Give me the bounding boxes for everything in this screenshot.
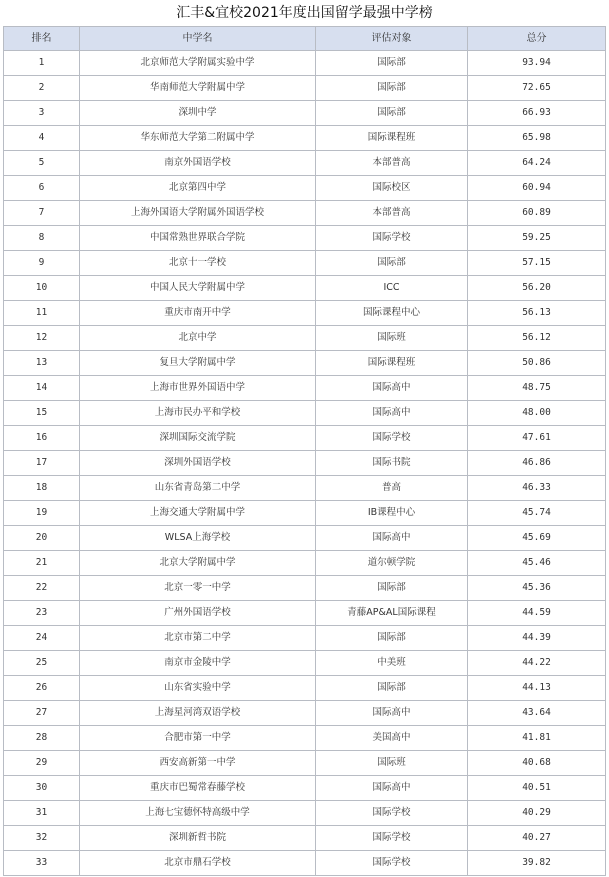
cell-rank: 12 <box>4 326 80 351</box>
cell-score: 45.74 <box>468 501 606 526</box>
cell-score: 56.12 <box>468 326 606 351</box>
table-row <box>4 526 606 551</box>
cell-score: 40.68 <box>468 751 606 776</box>
table-body <box>4 51 606 876</box>
cell-score: 46.33 <box>468 476 606 501</box>
cell-program: 国际班 <box>316 751 468 776</box>
cell-program: 国际班 <box>316 326 468 351</box>
cell-program: 普高 <box>316 476 468 501</box>
cell-rank: 17 <box>4 451 80 476</box>
cell-score: 66.93 <box>468 101 606 126</box>
cell-school-name: WLSA上海学校 <box>80 526 316 551</box>
cell-score: 56.13 <box>468 301 606 326</box>
cell-program: 国际课程中心 <box>316 301 468 326</box>
cell-program: 国际书院 <box>316 451 468 476</box>
cell-score: 40.29 <box>468 801 606 826</box>
cell-score: 48.00 <box>468 401 606 426</box>
header-rank: 排名 <box>4 27 80 51</box>
page-title: 汇丰&宜校2021年度出国留学最强中学榜 <box>176 5 433 21</box>
cell-score: 44.13 <box>468 676 606 701</box>
cell-rank: 3 <box>4 101 80 126</box>
cell-program: 美国高中 <box>316 726 468 751</box>
header-school: 中学名 <box>80 27 316 51</box>
cell-program: 国际部 <box>316 101 468 126</box>
cell-rank: 25 <box>4 651 80 676</box>
cell-school-name: 中国常熟世界联合学院 <box>80 226 316 251</box>
cell-school-name: 北京一零一中学 <box>80 576 316 601</box>
cell-school-name: 南京市金陵中学 <box>80 651 316 676</box>
table-row <box>4 576 606 601</box>
cell-program: 中美班 <box>316 651 468 676</box>
table-row <box>4 551 606 576</box>
cell-program: 国际学校 <box>316 801 468 826</box>
cell-score: 44.39 <box>468 626 606 651</box>
cell-score: 50.86 <box>468 351 606 376</box>
cell-rank: 15 <box>4 401 80 426</box>
table-row <box>4 701 606 726</box>
cell-rank: 7 <box>4 201 80 226</box>
table-row <box>4 226 606 251</box>
cell-rank: 23 <box>4 601 80 626</box>
table-row <box>4 151 606 176</box>
cell-school-name: 华南师范大学附属中学 <box>80 76 316 101</box>
cell-rank: 20 <box>4 526 80 551</box>
cell-rank: 14 <box>4 376 80 401</box>
cell-rank: 21 <box>4 551 80 576</box>
table-row <box>4 76 606 101</box>
cell-program: IB课程中心 <box>316 501 468 526</box>
table-row <box>4 476 606 501</box>
cell-program: 本部普高 <box>316 201 468 226</box>
cell-program: 国际学校 <box>316 826 468 851</box>
cell-school-name: 南京外国语学校 <box>80 151 316 176</box>
cell-score: 59.25 <box>468 226 606 251</box>
cell-school-name: 北京十一学校 <box>80 251 316 276</box>
cell-program: 国际学校 <box>316 851 468 876</box>
table-row <box>4 376 606 401</box>
cell-score: 72.65 <box>468 76 606 101</box>
cell-rank: 6 <box>4 176 80 201</box>
cell-rank: 2 <box>4 76 80 101</box>
table-row <box>4 776 606 801</box>
table-row <box>4 401 606 426</box>
cell-rank: 27 <box>4 701 80 726</box>
table-row <box>4 451 606 476</box>
cell-program: 国际校区 <box>316 176 468 201</box>
cell-score: 44.59 <box>468 601 606 626</box>
cell-school-name: 北京中学 <box>80 326 316 351</box>
cell-school-name: 深圳中学 <box>80 101 316 126</box>
cell-score: 57.15 <box>468 251 606 276</box>
cell-school-name: 北京大学附属中学 <box>80 551 316 576</box>
cell-rank: 32 <box>4 826 80 851</box>
cell-school-name: 北京市鼎石学校 <box>80 851 316 876</box>
table-row <box>4 626 606 651</box>
cell-score: 39.82 <box>468 851 606 876</box>
table-row <box>4 101 606 126</box>
cell-rank: 9 <box>4 251 80 276</box>
cell-school-name: 北京第四中学 <box>80 176 316 201</box>
cell-program: 道尔顿学院 <box>316 551 468 576</box>
cell-school-name: 复旦大学附属中学 <box>80 351 316 376</box>
cell-program: 国际部 <box>316 251 468 276</box>
table-row <box>4 851 606 876</box>
cell-score: 64.24 <box>468 151 606 176</box>
cell-program: 国际高中 <box>316 376 468 401</box>
cell-school-name: 深圳国际交流学院 <box>80 426 316 451</box>
cell-score: 40.27 <box>468 826 606 851</box>
cell-score: 48.75 <box>468 376 606 401</box>
cell-school-name: 重庆市巴蜀常春藤学校 <box>80 776 316 801</box>
cell-rank: 24 <box>4 626 80 651</box>
header-score: 总分 <box>468 27 606 51</box>
cell-score: 65.98 <box>468 126 606 151</box>
cell-score: 45.46 <box>468 551 606 576</box>
cell-score: 43.64 <box>468 701 606 726</box>
cell-score: 93.94 <box>468 51 606 76</box>
table-row <box>4 676 606 701</box>
cell-program: 国际高中 <box>316 401 468 426</box>
cell-rank: 8 <box>4 226 80 251</box>
cell-score: 46.86 <box>468 451 606 476</box>
cell-score: 60.94 <box>468 176 606 201</box>
cell-program: 本部普高 <box>316 151 468 176</box>
cell-program: 国际课程班 <box>316 126 468 151</box>
cell-score: 45.69 <box>468 526 606 551</box>
cell-school-name: 西安高新第一中学 <box>80 751 316 776</box>
cell-rank: 19 <box>4 501 80 526</box>
cell-school-name: 深圳新哲书院 <box>80 826 316 851</box>
cell-program: 国际高中 <box>316 526 468 551</box>
cell-rank: 1 <box>4 51 80 76</box>
cell-school-name: 上海外国语大学附属外国语学校 <box>80 201 316 226</box>
cell-rank: 5 <box>4 151 80 176</box>
cell-school-name: 深圳外国语学校 <box>80 451 316 476</box>
table-row <box>4 651 606 676</box>
cell-score: 44.22 <box>468 651 606 676</box>
cell-program: 国际高中 <box>316 776 468 801</box>
cell-school-name: 山东省青岛第二中学 <box>80 476 316 501</box>
cell-rank: 4 <box>4 126 80 151</box>
cell-rank: 29 <box>4 751 80 776</box>
table-row <box>4 501 606 526</box>
cell-rank: 33 <box>4 851 80 876</box>
table-row <box>4 251 606 276</box>
table-header-row <box>4 27 606 51</box>
cell-rank: 13 <box>4 351 80 376</box>
cell-rank: 28 <box>4 726 80 751</box>
cell-school-name: 中国人民大学附属中学 <box>80 276 316 301</box>
cell-program: 国际课程班 <box>316 351 468 376</box>
cell-rank: 16 <box>4 426 80 451</box>
table-row <box>4 201 606 226</box>
cell-program: ICC <box>316 276 468 301</box>
cell-school-name: 上海市世界外国语中学 <box>80 376 316 401</box>
cell-rank: 18 <box>4 476 80 501</box>
table-row <box>4 726 606 751</box>
cell-program: 国际学校 <box>316 226 468 251</box>
cell-rank: 10 <box>4 276 80 301</box>
table-row <box>4 126 606 151</box>
cell-score: 45.36 <box>468 576 606 601</box>
table-row <box>4 751 606 776</box>
table-row <box>4 826 606 851</box>
cell-score: 47.61 <box>468 426 606 451</box>
cell-score: 56.20 <box>468 276 606 301</box>
cell-rank: 31 <box>4 801 80 826</box>
cell-rank: 30 <box>4 776 80 801</box>
cell-score: 41.81 <box>468 726 606 751</box>
table-row <box>4 51 606 76</box>
table-row <box>4 176 606 201</box>
cell-school-name: 上海七宝德怀特高级中学 <box>80 801 316 826</box>
cell-school-name: 上海星河湾双语学校 <box>80 701 316 726</box>
cell-school-name: 山东省实验中学 <box>80 676 316 701</box>
cell-school-name: 重庆市南开中学 <box>80 301 316 326</box>
cell-school-name: 广州外国语学校 <box>80 601 316 626</box>
table-row <box>4 801 606 826</box>
cell-program: 国际学校 <box>316 426 468 451</box>
cell-rank: 11 <box>4 301 80 326</box>
table-row <box>4 276 606 301</box>
cell-school-name: 合肥市第一中学 <box>80 726 316 751</box>
cell-rank: 26 <box>4 676 80 701</box>
cell-score: 60.89 <box>468 201 606 226</box>
cell-school-name: 北京市第二中学 <box>80 626 316 651</box>
cell-program: 国际部 <box>316 576 468 601</box>
cell-program: 国际部 <box>316 626 468 651</box>
cell-school-name: 上海交通大学附属中学 <box>80 501 316 526</box>
cell-program: 国际部 <box>316 676 468 701</box>
cell-rank: 22 <box>4 576 80 601</box>
cell-school-name: 华东师范大学第二附属中学 <box>80 126 316 151</box>
header-program: 评估对象 <box>316 27 468 51</box>
table-row <box>4 301 606 326</box>
table-row <box>4 601 606 626</box>
cell-program: 国际部 <box>316 76 468 101</box>
cell-program: 国际高中 <box>316 701 468 726</box>
cell-school-name: 上海市民办平和学校 <box>80 401 316 426</box>
ranking-table <box>3 26 606 876</box>
table-row <box>4 426 606 451</box>
cell-score: 40.51 <box>468 776 606 801</box>
table-row <box>4 351 606 376</box>
cell-program: 青藤AP&AL国际课程 <box>316 601 468 626</box>
cell-school-name: 北京师范大学附属实验中学 <box>80 51 316 76</box>
cell-program: 国际部 <box>316 51 468 76</box>
table-row <box>4 326 606 351</box>
